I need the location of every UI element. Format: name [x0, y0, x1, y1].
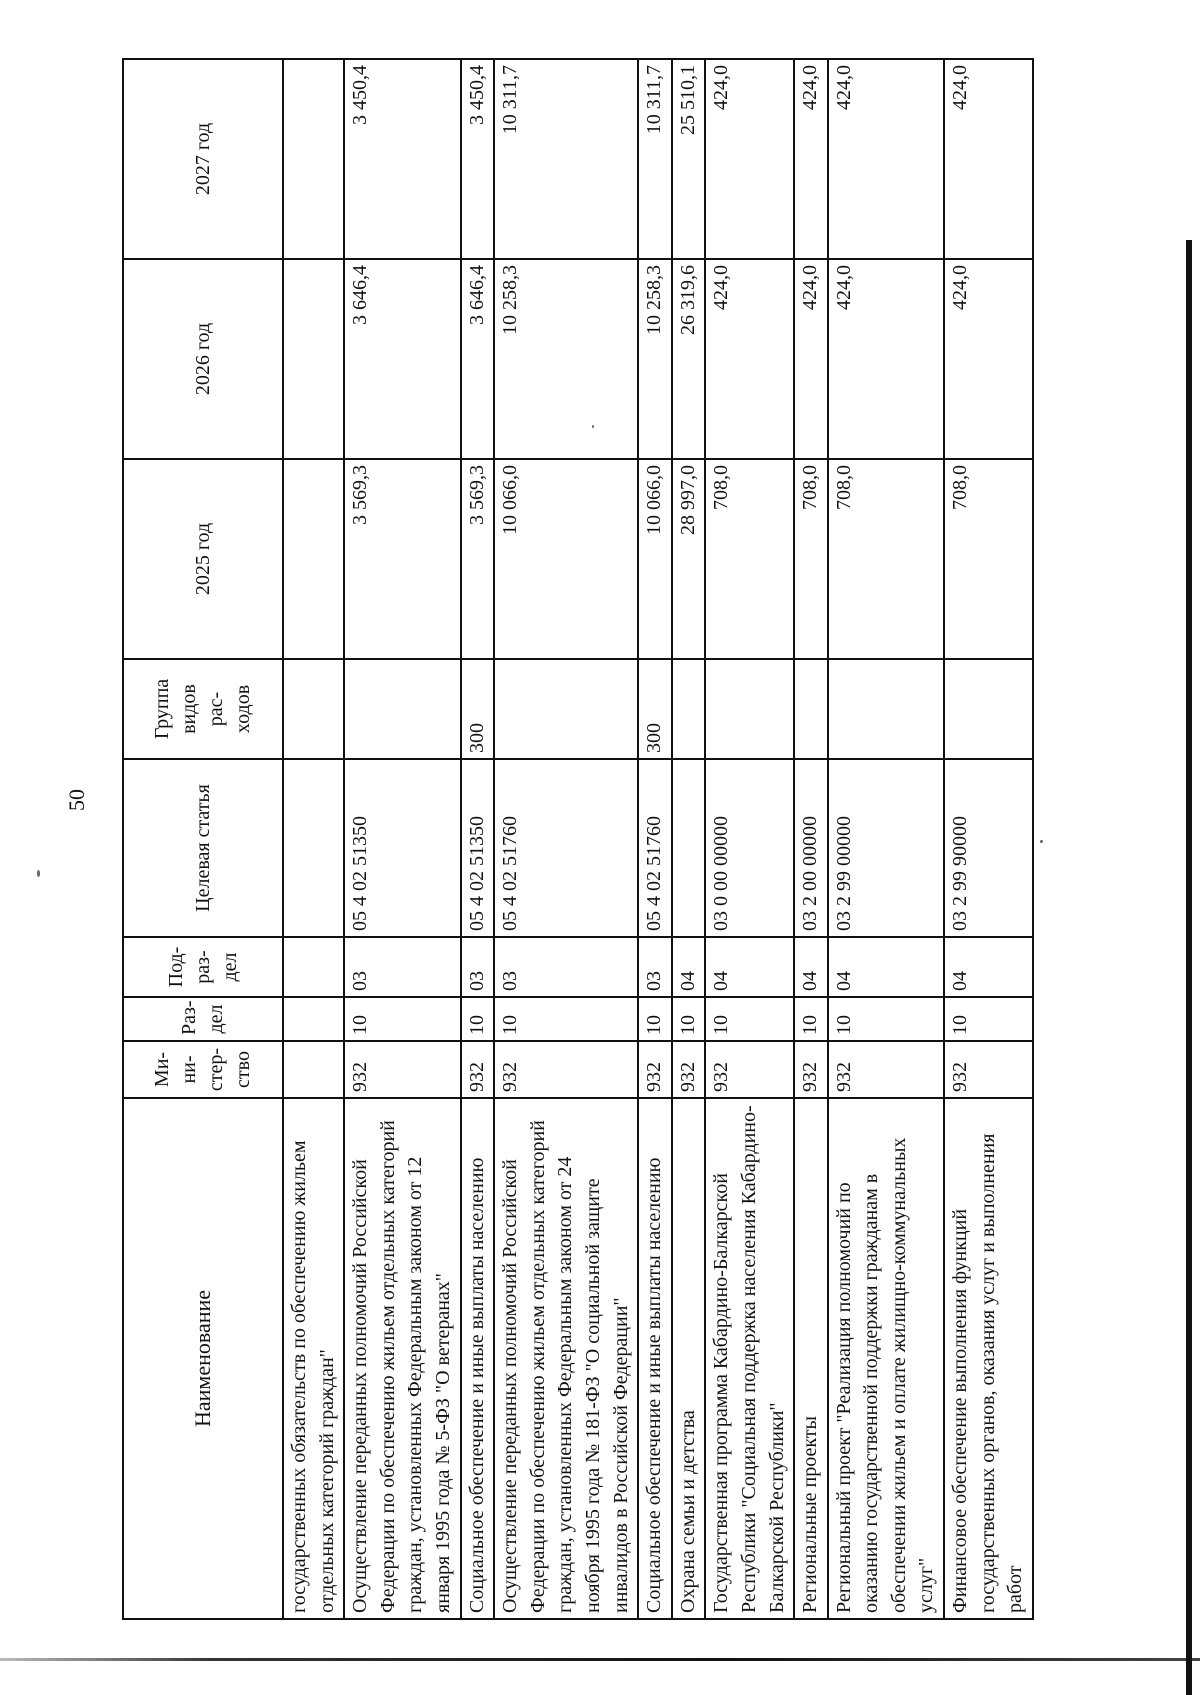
row-name: Осуществление переданных полномочий Российской Федерации по обеспечению жильем отдельных категорий граждан, установленных Федеральным законом от 12 января 1995 года № 5-ФЗ "О ветеранах" — [344, 1098, 460, 1619]
row-name: Охрана семьи и детства — [672, 1098, 706, 1619]
table-header — [123, 59, 283, 1619]
row-section: 10 — [494, 997, 638, 1041]
row-ministry: 932 — [344, 1041, 460, 1098]
table-row — [944, 59, 1033, 1619]
row-2027 — [283, 59, 344, 259]
row-2027: 10 311,7 — [494, 59, 638, 259]
row-ministry: 932 — [461, 1041, 495, 1098]
row-section: 10 — [461, 997, 495, 1041]
row-group — [344, 659, 460, 759]
table-body — [283, 59, 1033, 1619]
row-section: 10 — [828, 997, 944, 1041]
row-name: Осуществление переданных полномочий Российской Федерации по обеспечению жильем отдельных категорий граждан, установленных Федеральным законом от 24 ноября 1995 года № 181-ФЗ "О социальной защите инвалидов в Российской Федерации" — [494, 1098, 638, 1619]
row-target: 03 2 00 00000 — [794, 759, 828, 937]
row-group — [944, 659, 1033, 759]
row-2027: 10 311,7 — [638, 59, 672, 259]
row-subsection: 03 — [638, 937, 672, 997]
table-row — [828, 59, 944, 1619]
table-row — [672, 59, 706, 1619]
row-2027: 424,0 — [794, 59, 828, 259]
row-target: 03 2 99 90000 — [944, 759, 1033, 937]
row-2025: 708,0 — [828, 459, 944, 659]
row-section — [283, 997, 344, 1041]
budget-table — [122, 58, 1034, 1620]
row-subsection: 03 — [461, 937, 495, 997]
row-2027: 3 450,4 — [461, 59, 495, 259]
row-name: Социальное обеспечение и иные выплаты населению — [638, 1098, 672, 1619]
row-subsection: 03 — [494, 937, 638, 997]
header-subsection: Под- раз- дел — [123, 937, 283, 997]
row-2026: 3 646,4 — [344, 259, 460, 459]
table-row — [638, 59, 672, 1619]
header-2026: 2026 год — [123, 259, 283, 459]
scan-speck — [1040, 840, 1043, 843]
row-2026: 10 258,3 — [638, 259, 672, 459]
header-section: Раз- дел — [123, 997, 283, 1041]
page-number: 50 — [64, 789, 89, 811]
row-group: 300 — [638, 659, 672, 759]
row-2026: 424,0 — [944, 259, 1033, 459]
scan-speck — [37, 870, 40, 877]
header-name: Наименование — [123, 1098, 283, 1619]
scan-speck — [592, 425, 594, 428]
row-ministry: 932 — [828, 1041, 944, 1098]
row-2025 — [283, 459, 344, 659]
row-target: 05 4 02 51760 — [494, 759, 638, 937]
row-2026 — [283, 259, 344, 459]
row-section: 10 — [944, 997, 1033, 1041]
row-target — [672, 759, 706, 937]
row-target: 05 4 02 51350 — [344, 759, 460, 937]
scan-edge-right — [1186, 240, 1192, 1695]
row-subsection: 04 — [828, 937, 944, 997]
row-2026: 3 646,4 — [461, 259, 495, 459]
row-2027: 424,0 — [944, 59, 1033, 259]
row-section: 10 — [794, 997, 828, 1041]
row-2025: 708,0 — [944, 459, 1033, 659]
row-2027: 3 450,4 — [344, 59, 460, 259]
row-2025: 708,0 — [794, 459, 828, 659]
row-ministry: 932 — [672, 1041, 706, 1098]
header-row — [123, 59, 283, 1619]
header-ministry: Ми- ни- стер- ство — [123, 1041, 283, 1098]
row-target: 03 0 00 00000 — [705, 759, 794, 937]
row-group — [283, 659, 344, 759]
row-2027: 424,0 — [828, 59, 944, 259]
row-2026: 424,0 — [828, 259, 944, 459]
row-target: 03 2 99 00000 — [828, 759, 944, 937]
row-name: Региональный проект "Реализация полномочий по оказанию государственной поддержки гражданам в обеспечении жильем и оплате жилищно-коммунальных услуг" — [828, 1098, 944, 1619]
row-section: 10 — [638, 997, 672, 1041]
row-subsection: 03 — [344, 937, 460, 997]
row-name: Финансовое обеспечение выполнения функций государственных органов, оказания услуг и выполнения работ — [944, 1098, 1033, 1619]
row-section: 10 — [705, 997, 794, 1041]
row-2025: 10 066,0 — [494, 459, 638, 659]
row-group — [794, 659, 828, 759]
row-name: Региональные проекты — [794, 1098, 828, 1619]
row-subsection: 04 — [705, 937, 794, 997]
row-ministry: 932 — [705, 1041, 794, 1098]
row-ministry: 932 — [794, 1041, 828, 1098]
row-2025: 10 066,0 — [638, 459, 672, 659]
row-group — [705, 659, 794, 759]
row-2026: 10 258,3 — [494, 259, 638, 459]
row-name: Государственная программа Кабардино-Балкарской Республики "Социальная поддержка населения Кабардино-Балкарской Республики" — [705, 1098, 794, 1619]
header-group: Группа видов рас- ходов — [123, 659, 283, 759]
row-2025: 708,0 — [705, 459, 794, 659]
row-2025: 3 569,3 — [461, 459, 495, 659]
row-ministry: 932 — [944, 1041, 1033, 1098]
table-row — [494, 59, 638, 1619]
table-row — [794, 59, 828, 1619]
header-2027: 2027 год — [123, 59, 283, 259]
row-target: 05 4 02 51350 — [461, 759, 495, 937]
row-2026: 424,0 — [705, 259, 794, 459]
row-name: Социальное обеспечение и иные выплаты населению — [461, 1098, 495, 1619]
row-target — [283, 759, 344, 937]
row-2025: 28 997,0 — [672, 459, 706, 659]
row-2027: 25 510,1 — [672, 59, 706, 259]
row-group — [494, 659, 638, 759]
row-ministry: 932 — [638, 1041, 672, 1098]
row-ministry — [283, 1041, 344, 1098]
row-2026: 424,0 — [794, 259, 828, 459]
rotated-page — [60, 60, 1110, 1620]
header-target: Целевая статья — [123, 759, 283, 937]
row-section: 10 — [672, 997, 706, 1041]
row-section: 10 — [344, 997, 460, 1041]
scan-edge-bottom — [0, 1658, 1200, 1661]
table-row — [344, 59, 460, 1619]
row-group — [672, 659, 706, 759]
row-2025: 3 569,3 — [344, 459, 460, 659]
row-ministry: 932 — [494, 1041, 638, 1098]
row-target: 05 4 02 51760 — [638, 759, 672, 937]
table-row — [705, 59, 794, 1619]
row-subsection: 04 — [794, 937, 828, 997]
row-group — [828, 659, 944, 759]
header-2025: 2025 год — [123, 459, 283, 659]
row-subsection — [283, 937, 344, 997]
row-subsection: 04 — [672, 937, 706, 997]
row-2026: 26 319,6 — [672, 259, 706, 459]
row-name: государственных обязательств по обеспечению жильем отдельных категорий граждан" — [283, 1098, 344, 1619]
table-row — [283, 59, 344, 1619]
row-group: 300 — [461, 659, 495, 759]
table-row — [461, 59, 495, 1619]
row-subsection: 04 — [944, 937, 1033, 997]
row-2027: 424,0 — [705, 59, 794, 259]
